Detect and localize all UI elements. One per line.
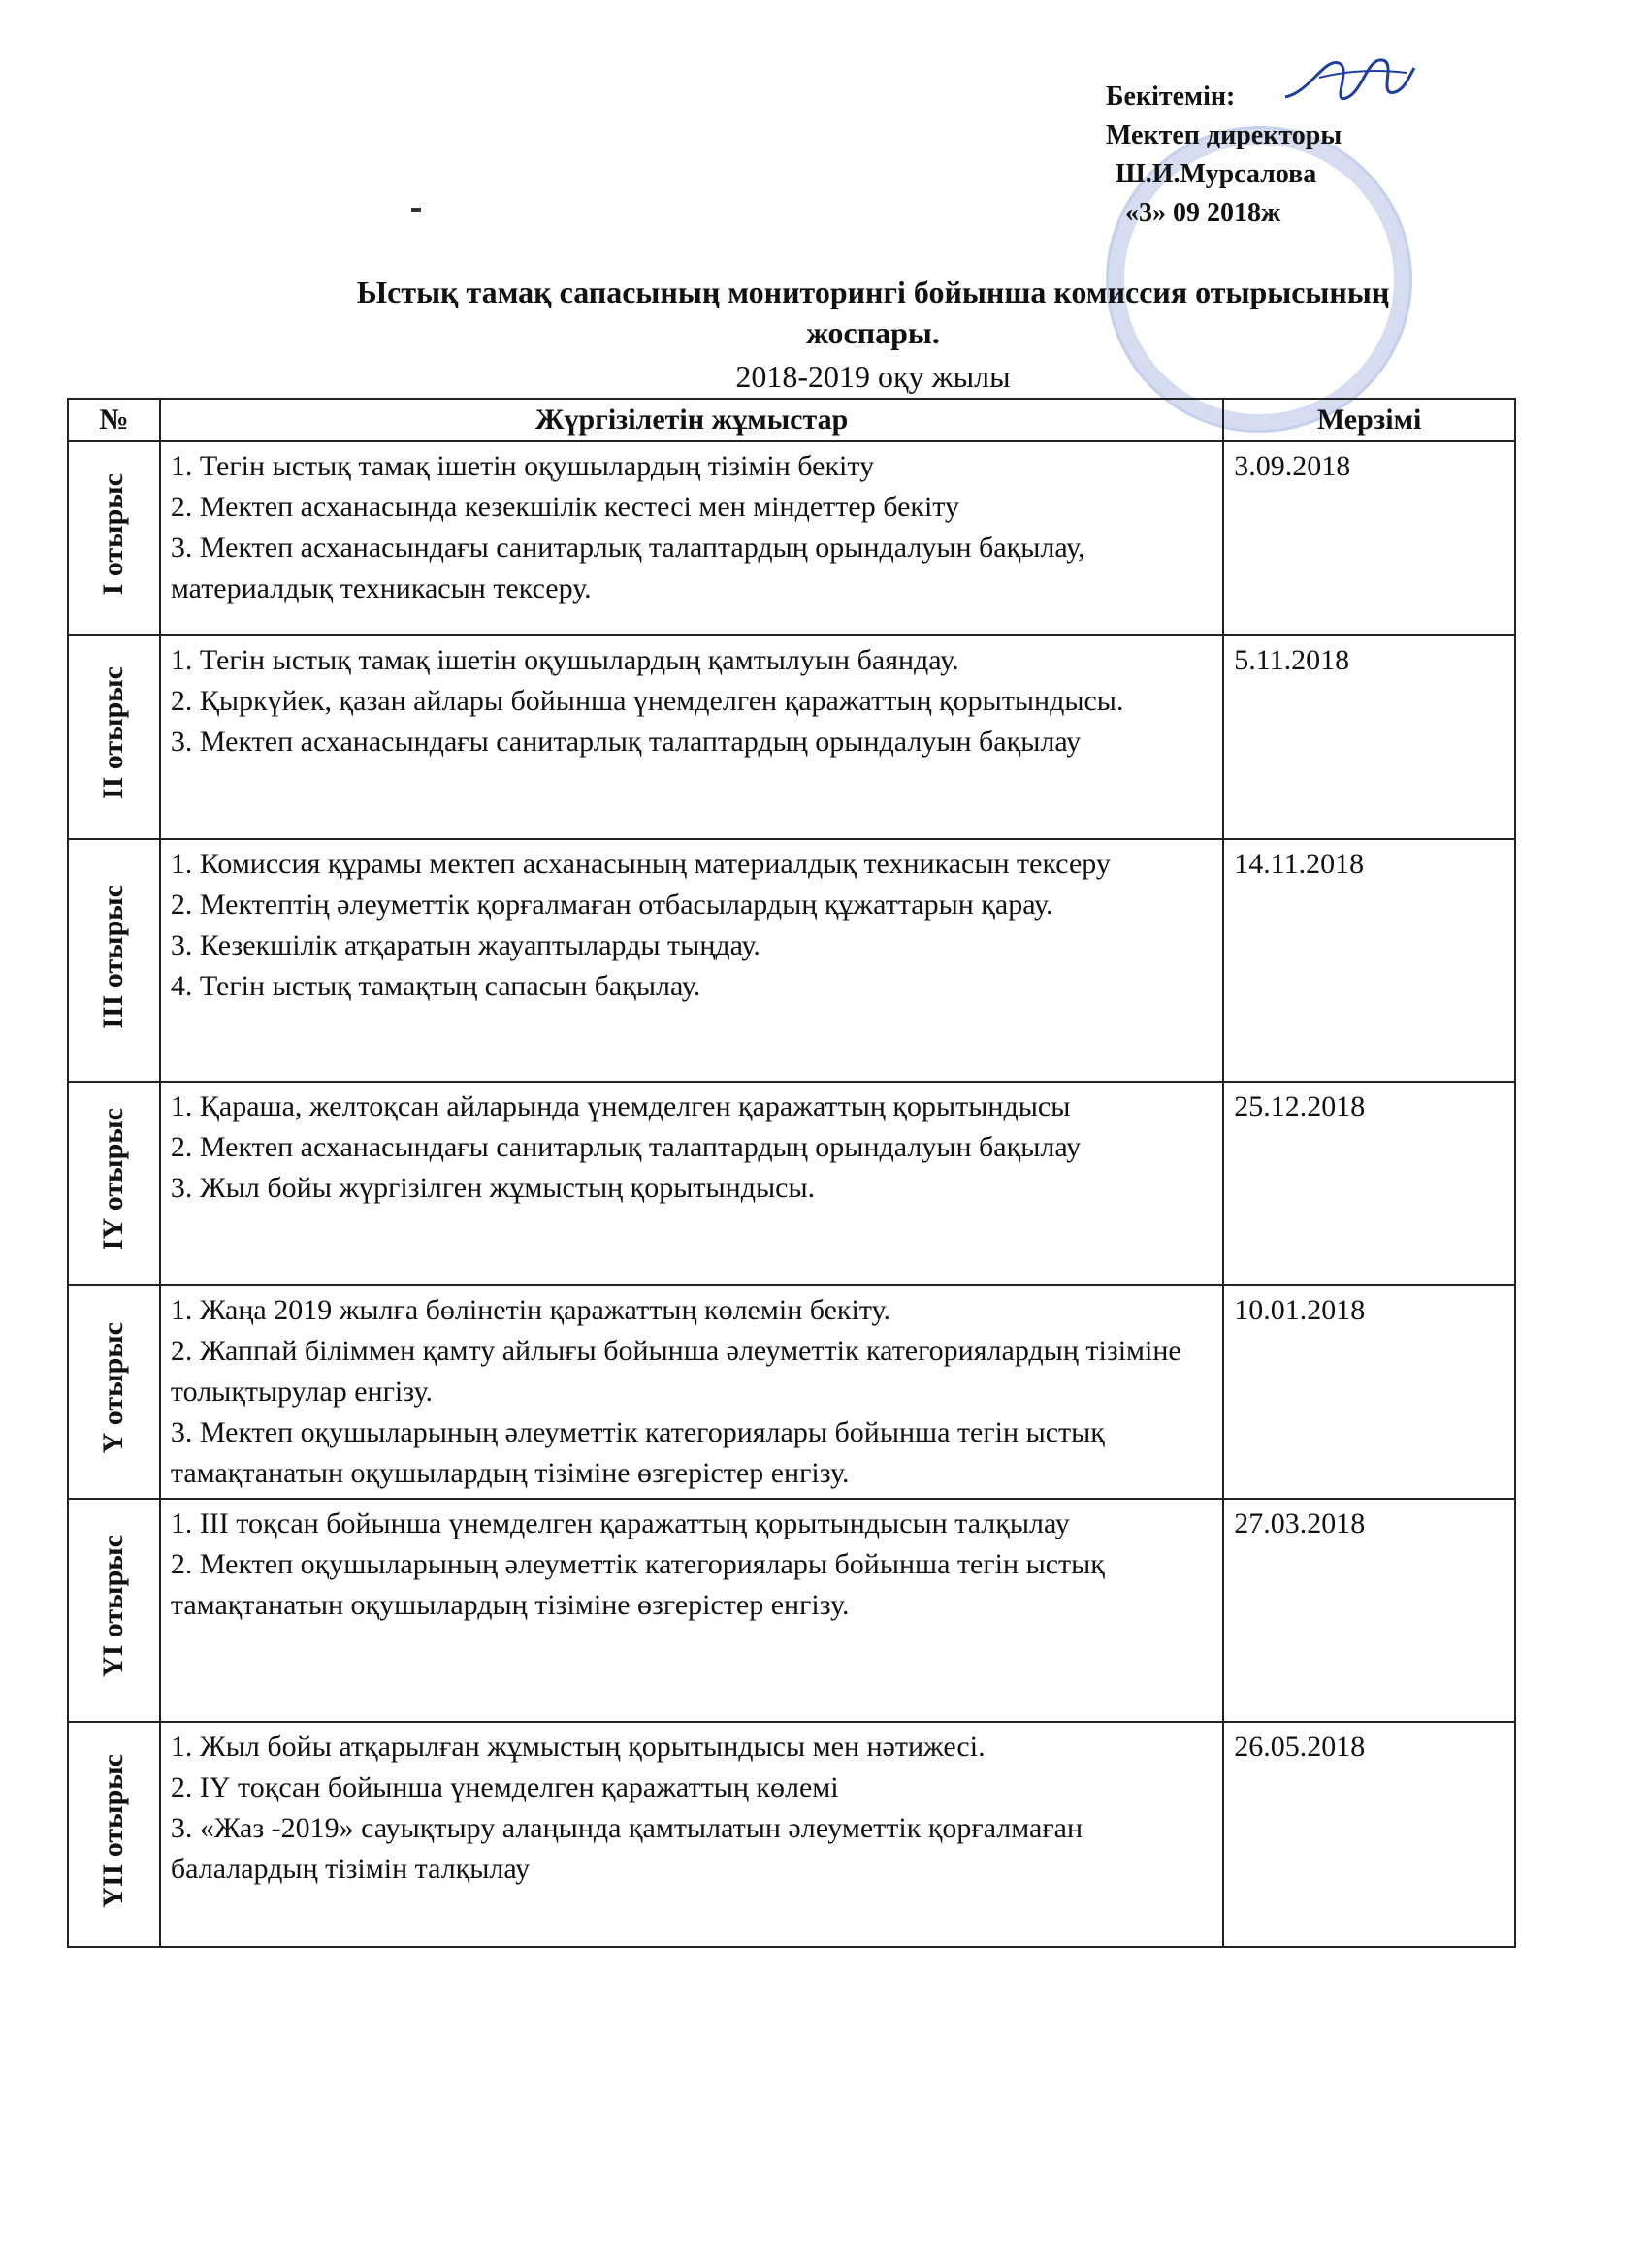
approval-block: [1106, 78, 1513, 233]
work-item: 2. Мектеп асханасында кезекшілік кестесі мен міндеттер бекіту: [170, 491, 960, 523]
date-cell: 25.12.2018: [1223, 1082, 1515, 1285]
work-cell: [160, 1722, 1223, 1947]
work-item: 2. Мектеп асханасындағы санитарлық талаптардың орындалуын бақылау: [170, 1131, 1082, 1163]
document-title: Ыстық тамақ сапасының мониторингі бойынша комиссия отырысының жоспары.: [356, 275, 1390, 350]
scan-speck: [411, 208, 421, 212]
session-cell: [68, 1499, 160, 1722]
date-cell: 27.03.2018: [1223, 1499, 1515, 1722]
session-label: ҮІІ отырыс: [97, 1753, 130, 1908]
work-item: 1. ІІІ тоқсан бойынша үнемделген қаражаттың қорытындысын талқылау: [170, 1507, 1070, 1539]
date-cell: 26.05.2018: [1223, 1722, 1515, 1947]
approval-date: «3» 09 2018ж: [1125, 198, 1281, 228]
session-label: ІҮ отырыс: [97, 1108, 130, 1251]
work-item: 3. Мектеп оқушыларының әлеуметтік категориялары бойынша тегін ыстық тамақтанатын оқушылардың тізіміне өзгерістер енгізу.: [170, 1416, 1105, 1489]
work-item: 3. Кезекшілік атқаратын жауаптыларды тыңдау.: [170, 929, 760, 961]
approval-name: Ш.И.Мурсалова: [1116, 159, 1317, 189]
work-cell: [160, 635, 1223, 839]
work-cell: [160, 441, 1223, 635]
work-item: 2. Мектеп оқушыларының әлеуметтік категориялары бойынша тегін ыстық тамақтанатын оқушылардың тізіміне өзгерістер енгізу.: [170, 1548, 1105, 1621]
date-cell: 5.11.2018: [1223, 635, 1515, 839]
work-item: 2. Жаппай біліммен қамту айлығы бойынша әлеуметтік категориялардың тізіміне толықтырулар енгізу.: [170, 1335, 1181, 1408]
date-cell: 10.01.2018: [1223, 1285, 1515, 1499]
work-item: 4. Тегін ыстық тамақтың сапасын бақылау.: [170, 970, 701, 1002]
session-label: ІІ отырыс: [97, 666, 130, 800]
session-label: І отырыс: [97, 473, 130, 596]
session-cell: [68, 441, 160, 635]
work-cell: [160, 1082, 1223, 1285]
work-item: 1. Тегін ыстық тамақ ішетін оқушылардың қамтылуын баяндау.: [170, 644, 959, 676]
work-item: 1. Жаңа 2019 жылға бөлінетін қаражаттың көлемін бекіту.: [170, 1294, 891, 1326]
work-cell: [160, 1499, 1223, 1722]
session-cell: [68, 635, 160, 839]
session-label: Ү отырыс: [97, 1322, 130, 1454]
approval-position: Мектеп директоры: [1106, 120, 1342, 150]
table-row: [68, 1722, 1515, 1947]
session-label: ІІІ отырыс: [97, 884, 130, 1029]
date-cell: 3.09.2018: [1223, 441, 1515, 635]
date-cell: 14.11.2018: [1223, 839, 1515, 1082]
session-cell: [68, 1285, 160, 1499]
approval-label: Бекітемін:: [1106, 81, 1236, 112]
work-item: 3. Мектеп асханасындағы санитарлық талаптардың орындалуын бақылау, материалдық техникасын тексеру.: [170, 532, 1085, 604]
session-cell: [68, 839, 160, 1082]
table-row: [68, 1499, 1515, 1722]
work-item: 2. Мектептің әлеуметтік қорғалмаған отбасылардың құжаттарын қарау.: [170, 889, 1053, 921]
session-cell: [68, 1082, 160, 1285]
work-item: 1. Жыл бойы атқарылған жұмыстың қорытындысы мен нәтижесі.: [170, 1731, 986, 1763]
work-item: 2. ІҮ тоқсан бойынша үнемделген қаражаттың көлемі: [170, 1771, 839, 1803]
table-header-row: [68, 399, 1515, 441]
session-cell: [68, 1722, 160, 1947]
work-cell: [160, 839, 1223, 1082]
work-item: 1. Тегін ыстық тамақ ішетін оқушылардың тізімін бекіту: [170, 450, 875, 482]
work-item: 3. Мектеп асханасындағы санитарлық талаптардың орындалуын бақылау: [170, 726, 1082, 758]
work-item: 3. «Жаз -2019» сауықтыру алаңында қамтылатын әлеуметтік қорғалмаған балалардың тізімін талқылау: [170, 1812, 1083, 1885]
table-row: [68, 839, 1515, 1082]
session-label: ҮІ отырыс: [97, 1535, 130, 1678]
table-row: [68, 1285, 1515, 1499]
document-subtitle: 2018-2019 оқу жылы: [735, 359, 1011, 394]
plan-table: [67, 398, 1516, 1948]
work-item: 1. Комиссия құрамы мектеп асханасының материалдық техникасын тексеру: [170, 848, 1111, 880]
work-item: 2. Қыркүйек, қазан айлары бойынша үнемделген қаражаттың қорытындысы.: [170, 685, 1124, 717]
header-number: №: [68, 399, 160, 441]
header-deadline: Мерзімі: [1223, 399, 1515, 441]
work-item: 3. Жыл бойы жүргізілген жұмыстың қорытындысы.: [170, 1172, 816, 1204]
table-row: [68, 1082, 1515, 1285]
table-row: [68, 635, 1515, 839]
header-work: Жүргізілетін жұмыстар: [160, 399, 1223, 441]
work-cell: [160, 1285, 1223, 1499]
table-row: [68, 441, 1515, 635]
work-item: 1. Қараша, желтоқсан айларында үнемделген қаражаттың қорытындысы: [170, 1090, 1071, 1122]
